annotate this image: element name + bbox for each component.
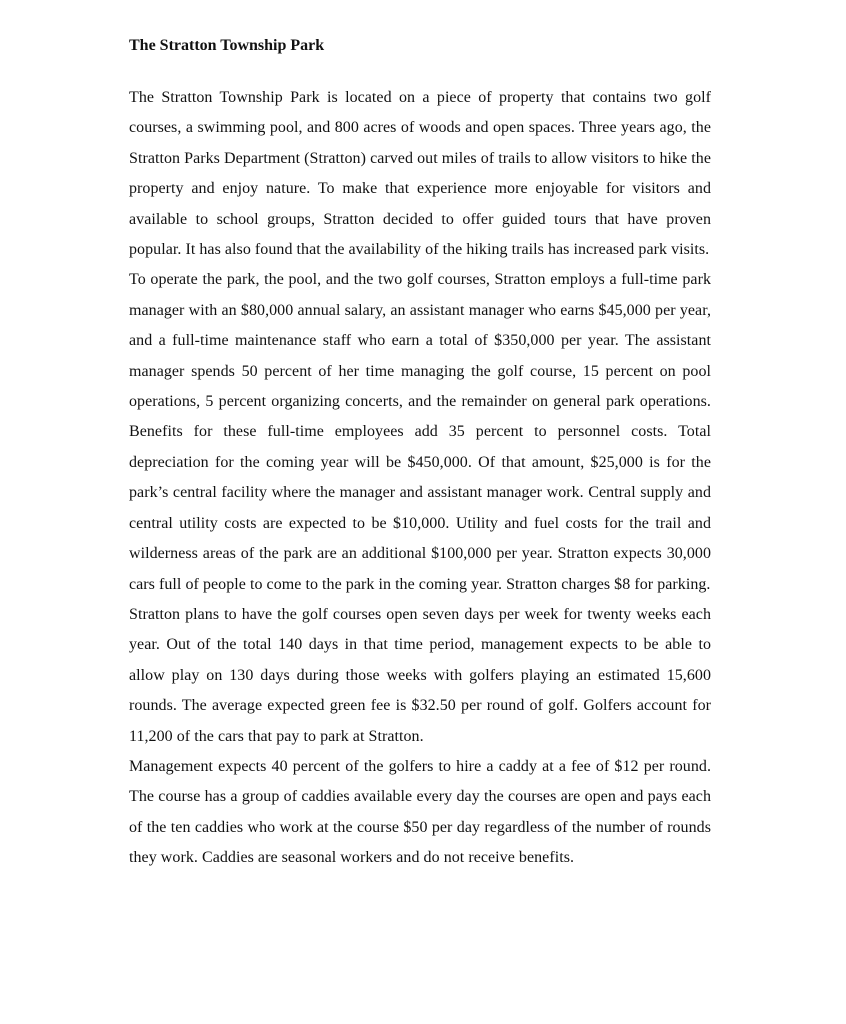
paragraph-operating-costs: To operate the park, the pool, and the two golf courses, Stratton employs a full-time park manager with an $80,000 annual salary, an assistant manager who earns $45,000 per year, and a full-time maintenance staff who earn a total of $350,000 per year. The assistant manager spends 50 percent of her time managing the golf course, 15 percent on pool operations, 5 percent organizing concerts, and the remainder on general park operations. Benefits for these full-time employees add 35 percent to personnel costs. Total depreciation for the coming year will be $450,000. Of that amount, $25,000 is for the park’s central facility where the manager and assistant manager work. Central supply and central utility costs are expected to be $10,000. Utility and fuel costs for the trail and wilderness areas of the park are an additional $100,000 per year. Stratton expects 30,000 cars full of people to come to the park in the coming year. Stratton charges $8 for parking. [129,271,711,593]
paragraph-caddies: Management expects 40 percent of the golfers to hire a caddy at a fee of $12 per round. The course has a group of caddies available every day the courses are open and pays each of the ten caddies who work at the course $50 per day regardless of the number of rounds they work. Caddies are seasonal workers and do not receive benefits. [129,757,711,867]
paragraph-golf-schedule: Stratton plans to have the golf courses open seven days per week for twenty weeks each year. Out of the total 140 days in that time period, management expects to be able to allow play on 130 days during those weeks with golfers playing an estimated 15,600 rounds. The average expected green fee is $32.50 per round of golf. Golfers account for 11,200 of the cars that pay to park at Stratton. [129,605,711,745]
document-title: The Stratton Township Park [129,37,325,54]
document-page [129,36,711,874]
paragraph-park-overview: The Stratton Township Park is located on a piece of property that contains two golf courses, a swimming pool, and 800 acres of woods and open spaces. Three years ago, the Stratton Parks Department (Stratton) carved out miles of trails to allow visitors to hike the property and enjoy nature. To make that experience more enjoyable for visitors and available to school groups, Stratton decided to offer guided tours that have proven popular. It has also found that the availability of the hiking trails has increased park visits. [129,89,711,259]
